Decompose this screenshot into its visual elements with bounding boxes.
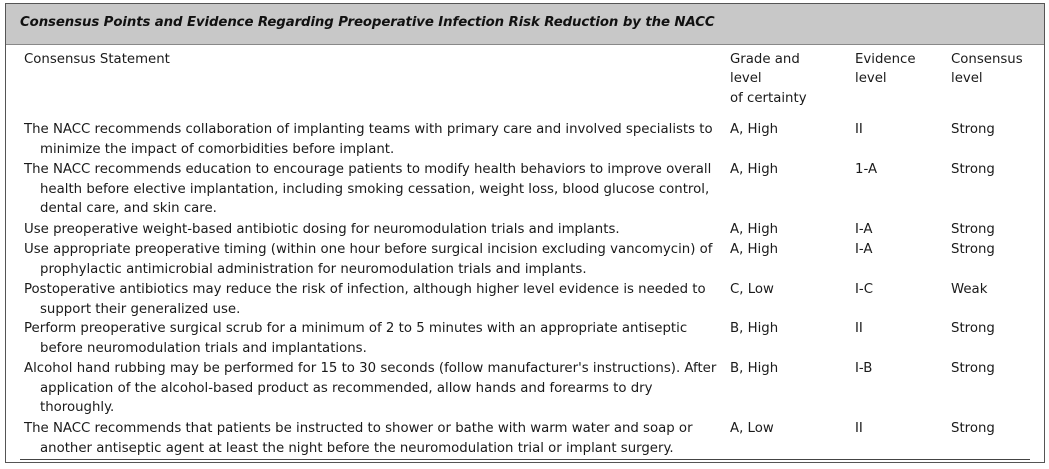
row-8-grade: A, Low	[730, 421, 774, 436]
row-2-statement: The NACC recommends education to encourage patients to modify health behaviors to improve overall health before elective implantation, including smoking cessation, weight loss, blood glucose control, dental care, and skin care.	[24, 162, 712, 216]
row-2-grade: A, High	[730, 162, 779, 177]
row-6-consensus: Strong	[951, 321, 995, 336]
header-grade-line3: of certainty	[730, 91, 807, 106]
table-bottom-rule	[20, 459, 1030, 460]
row-3-statement: Use preoperative weight-based antibiotic dosing for neuromodulation trials and implants.	[24, 222, 620, 237]
row-1-evidence: II	[855, 122, 863, 137]
header-grade-line2: level	[730, 71, 762, 86]
row-5-statement: Postoperative antibiotics may reduce the risk of infection, although higher level evidence is needed to support their generalized use.	[24, 282, 706, 317]
row-4-grade: A, High	[730, 242, 779, 257]
row-8-statement: The NACC recommends that patients be instructed to shower or bathe with warm water and soap or another antiseptic agent at least the night before the neuromodulation trial or implant surgery.	[24, 421, 693, 456]
header-consensus-line2: level	[951, 71, 983, 86]
row-4-statement: Use appropriate preoperative timing (within one hour before surgical incision excluding vancomycin) of prophylactic antimicrobial administration for neuromodulation trials and implants.	[24, 242, 713, 277]
header-evidence-line2: level	[855, 71, 887, 86]
row-3-grade: A, High	[730, 222, 779, 237]
header-consensus-statement: Consensus Statement	[24, 52, 170, 67]
row-6-grade: B, High	[730, 321, 779, 336]
row-1-grade: A, High	[730, 122, 779, 137]
row-3-consensus: Strong	[951, 222, 995, 237]
row-6-statement: Perform preoperative surgical scrub for a minimum of 2 to 5 minutes with an appropriate antiseptic before neuromodulation trials and implantations.	[24, 321, 688, 356]
row-8-evidence: II	[855, 421, 863, 436]
header-consensus-line1: Consensus	[951, 52, 1023, 67]
row-5-consensus: Weak	[951, 282, 988, 297]
row-7-consensus: Strong	[951, 361, 995, 376]
consensus-table	[5, 3, 1045, 463]
row-7-evidence: I-B	[855, 361, 873, 376]
row-5-evidence: I-C	[855, 282, 874, 297]
header-grade-line1: Grade and	[730, 52, 800, 67]
row-2-evidence: 1-A	[855, 162, 878, 177]
table-title: Consensus Points and Evidence Regarding Preoperative Infection Risk Reduction by the NACC	[20, 15, 715, 30]
header-evidence-line1: Evidence	[855, 52, 916, 67]
row-2-consensus: Strong	[951, 162, 995, 177]
row-4-evidence: I-A	[855, 242, 873, 257]
row-1-statement: The NACC recommends collaboration of implanting teams with primary care and involved specialists to minimize the impact of comorbidities before implant.	[24, 122, 713, 157]
table-title-bar	[6, 4, 1044, 45]
row-1-consensus: Strong	[951, 122, 995, 137]
row-5-grade: C, Low	[730, 282, 774, 297]
row-7-statement: Alcohol hand rubbing may be performed for 15 to 30 seconds (follow manufacturer's instructions). After application of the alcohol-based product as recommended, allow hands and forearms to dry thoroughly.	[24, 361, 717, 415]
row-3-evidence: I-A	[855, 222, 873, 237]
row-6-evidence: II	[855, 321, 863, 336]
row-8-consensus: Strong	[951, 421, 995, 436]
row-7-grade: B, High	[730, 361, 779, 376]
row-4-consensus: Strong	[951, 242, 995, 257]
